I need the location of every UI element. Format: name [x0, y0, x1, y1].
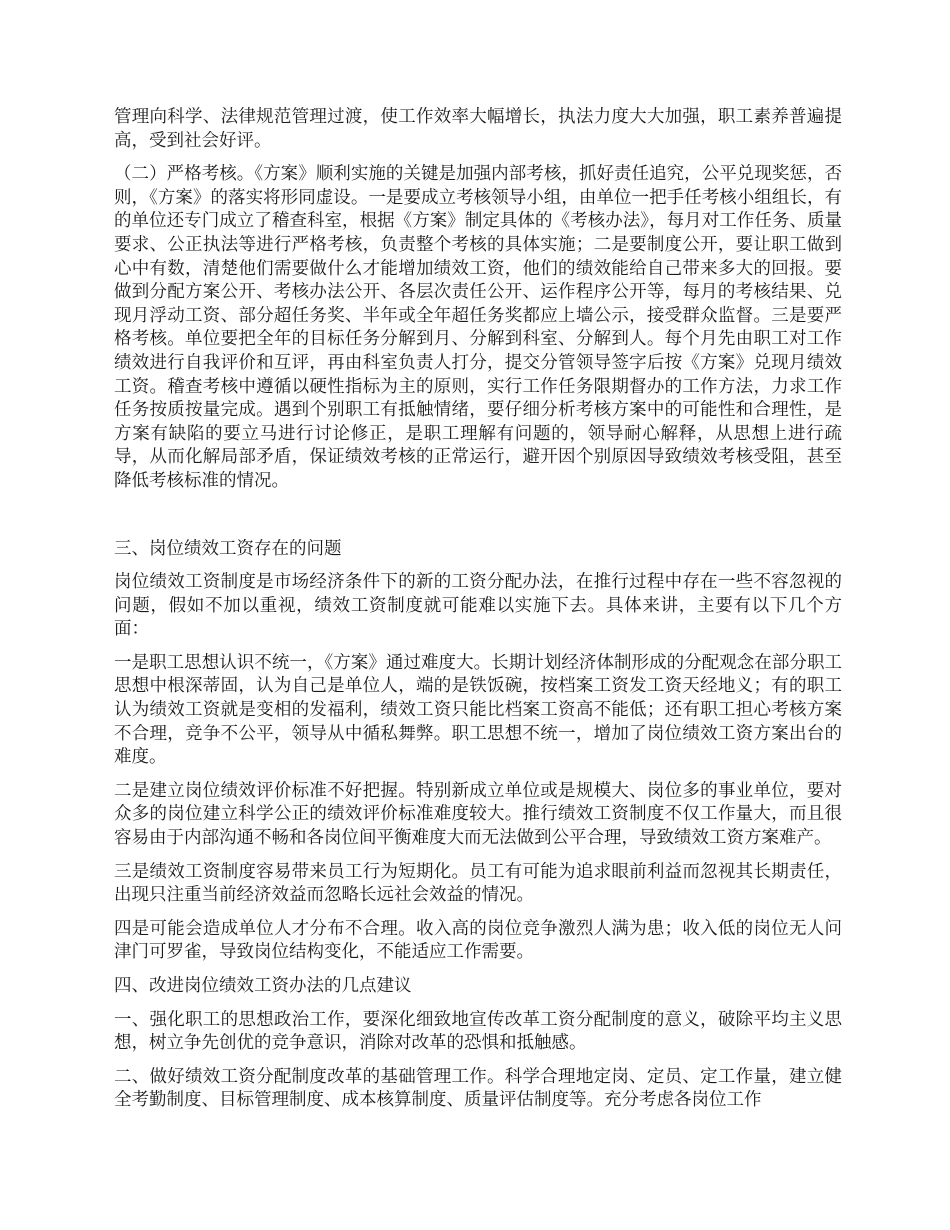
section-heading-suggestions: 四、改进岗位绩效工资办法的几点建议 [114, 976, 412, 996]
paragraph-problem-two: 二是建立岗位绩效评价标准不好把握。特别新成立单位或是规模大、岗位多的事业单位，要对众多的岗位建立科学公正的绩效评价标准难度较大。推行绩效工资制度不仅工作量大，而且很容易由于内部沟通不畅和各岗位间平衡难度大而无法做到公平合理，导致绩效工资方案难产。 [114, 780, 842, 849]
document-body [114, 106, 842, 1123]
paragraph-problems-intro: 岗位绩效工资制度是市场经济条件下的新的工资分配办法，在推行过程中存在一些不容忽视的问题，假如不加以重视，绩效工资制度就可能难以实施下去。具体来讲，主要有以下几个方面： [114, 572, 842, 640]
paragraph-suggestion-one: 一、强化职工的思想政治工作，要深化细致地宣传改革工资分配制度的意义，破除平均主义思想，树立争先创优的竞争意识，消除对改革的恐惧和抵触感。 [114, 1009, 842, 1054]
paragraph-suggestion-two: 二、做好绩效工资分配制度改革的基础管理工作。科学合理地定岗、定员、定工作量，建立健全考勤制度、目标管理制度、成本核算制度、质量评估制度等。充分考虑各岗位工作 [114, 1066, 842, 1111]
paragraph-problem-one: 一是职工思想认识不统一，《方案》通过难度大。长期计划经济体制形成的分配观念在部分职工思想中根深蒂固，认为自己是单位人，端的是铁饭碗，按档案工资发工资天经地义；有的职工认为绩效工资就是变相的发福利，绩效工资只能比档案工资高不能低；还有职工担心考核方案不合理，竞争不公平，领导从中循私舞弊。职工思想不统一，增加了岗位绩效工资方案出台的难度。 [114, 652, 842, 768]
paragraph-problem-four: 四是可能会造成单位人才分布不合理。收入高的岗位竞争激烈人满为患；收入低的岗位无人问津门可罗雀，导致岗位结构变化，不能适应工作需要。 [114, 918, 842, 963]
section-heading-problems: 三、岗位绩效工资存在的问题 [114, 538, 342, 559]
paragraph-intro-continued: 管理向科学、法律规范管理过渡，使工作效率大幅增长，执法力度大大加强，职工素养普遍提高，受到社会好评。 [114, 107, 842, 151]
section-spacer [114, 504, 842, 538]
paragraph-problem-three: 三是绩效工资制度容易带来员工行为短期化。员工有可能为追求眼前利益而忽视其长期责任，出现只注重当前经济效益而忽略长远社会效益的情况。 [114, 861, 842, 906]
paragraph-strict-assessment: （二）严格考核。《方案》顺利实施的关键是加强内部考核，抓好责任追究，公平兑现奖惩，否则，《方案》的落实将形同虚设。一是要成立考核领导小组，由单位一把手任考核小组组长，有的单位还专门成立了稽查科室，根据《方案》制定具体的《考核办法》，每月对工作任务、质量要求、公正执法等进行严格考核，负责整个考核的具体实施；二是要制度公开，要让职工做到心中有数，清楚他们需要做什么才能增加绩效工资，他们的绩效能给自己带来多大的回报。要做到分配方案公开、考核办法公开、各层次责任公开、运作程序公开等，每月的考核结果、兑现月浮动工资、部分超任务奖、半年或全年超任务奖都应上墙公示，接受群众监督。三是要严格考核。单位要把全年的目标任务分解到月、分解到科室、分解到人。每个月先由职工对工作绩效进行自我评价和互评，再由科室负责人打分，提交分管领导签字后按《方案》兑现月绩效工资。稽查考核中遵循以硬性指标为主的原则，实行工作任务限期督办的工作方法，力求工作任务按质按量完成。遇到个别职工有抵触情绪，要仔细分析考核方案中的可能性和合理性，是方案有缺陷的要立马进行讨论修正，是职工理解有问题的，领导耐心解释，从思想上进行疏导，从而化解局部矛盾，保证绩效考核的正常运行，避开因个别原因导致绩效考核受阻，甚至降低考核标准的情况。 [114, 164, 842, 491]
